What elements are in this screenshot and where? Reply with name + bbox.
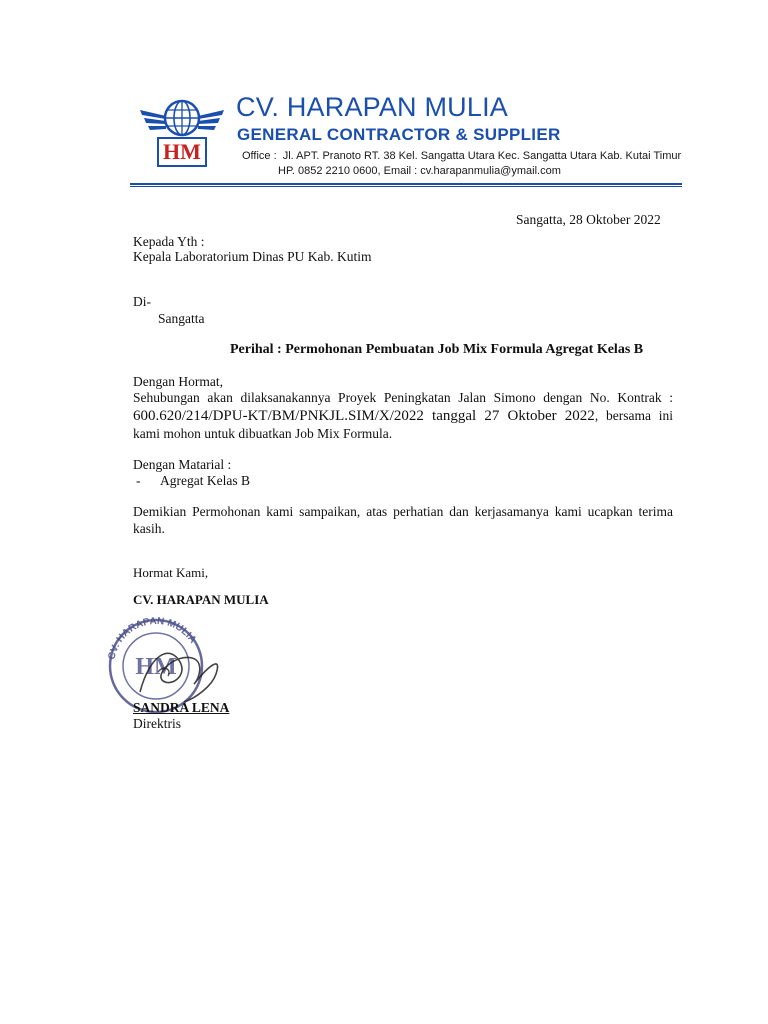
office-address: Jl. APT. Pranoto RT. 38 Kel. Sangatta Utara Kec. Sangatta Utara Kab. Kutai Timur [282, 150, 682, 162]
contract-number: 600.620/214/DPU-KT/BM/PNKJL.SIM/X/2022 tanggal 27 Oktober 2022 [133, 408, 595, 424]
list-bullet: - [136, 473, 141, 488]
company-tagline: GENERAL CONTRACTOR & SUPPLIER [237, 125, 561, 144]
globe-wings-icon [136, 82, 228, 174]
letterhead-rule [130, 183, 682, 185]
greeting: Dengan Hormat, [133, 374, 223, 389]
closing-paragraph: Demikian Permohonan kami sampaikan, atas perhatian dan kerjasamanya kami ucapkan terima kasih. [133, 504, 673, 536]
destination-city: Sangatta [158, 311, 205, 326]
company-name: CV. HARAPAN MULIA [236, 92, 508, 122]
letter-subject: Perihal : Permohonan Pembuatan Job Mix Formula Agregat Kelas B [230, 342, 644, 357]
signer-name: SANDRA LENA [133, 700, 230, 715]
signature-company: CV. HARAPAN MULIA [133, 592, 269, 607]
office-label: Office : [242, 150, 277, 162]
stamp-initials: HM [135, 654, 177, 680]
stamp-text: CV. HARAPAN MULIA [106, 615, 199, 661]
contact-line: HP. 0852 2210 0600, Email : cv.harapanmulia@ymail.com [278, 165, 561, 177]
letter-date: Sangatta, 28 Oktober 2022 [516, 212, 661, 227]
body-text-1: Sehubungan akan dilaksanakannya Proyek Peningkatan Jalan Simono dengan No. Kontrak : [133, 390, 673, 405]
body-paragraph [133, 389, 673, 443]
letterhead [130, 78, 682, 190]
office-address-line [242, 150, 681, 162]
recipient-label: Kepada Yth : [133, 234, 205, 249]
material-list-item [136, 472, 250, 489]
destination-prefix: Di- [133, 294, 151, 309]
signer-title: Direktris [133, 716, 181, 731]
material-item: Agregat Kelas B [160, 473, 250, 488]
body-text-2: , bersama ini kami mohon untuk dibuatkan Job Mix Formula. [133, 408, 673, 441]
logo-initials: HM [163, 139, 201, 164]
recipient-name: Kepala Laboratorium Dinas PU Kab. Kutim [133, 249, 372, 264]
letterhead-rule-thin [130, 186, 682, 187]
regards: Hormat Kami, [133, 565, 209, 580]
material-label: Dengan Matarial : [133, 457, 232, 472]
